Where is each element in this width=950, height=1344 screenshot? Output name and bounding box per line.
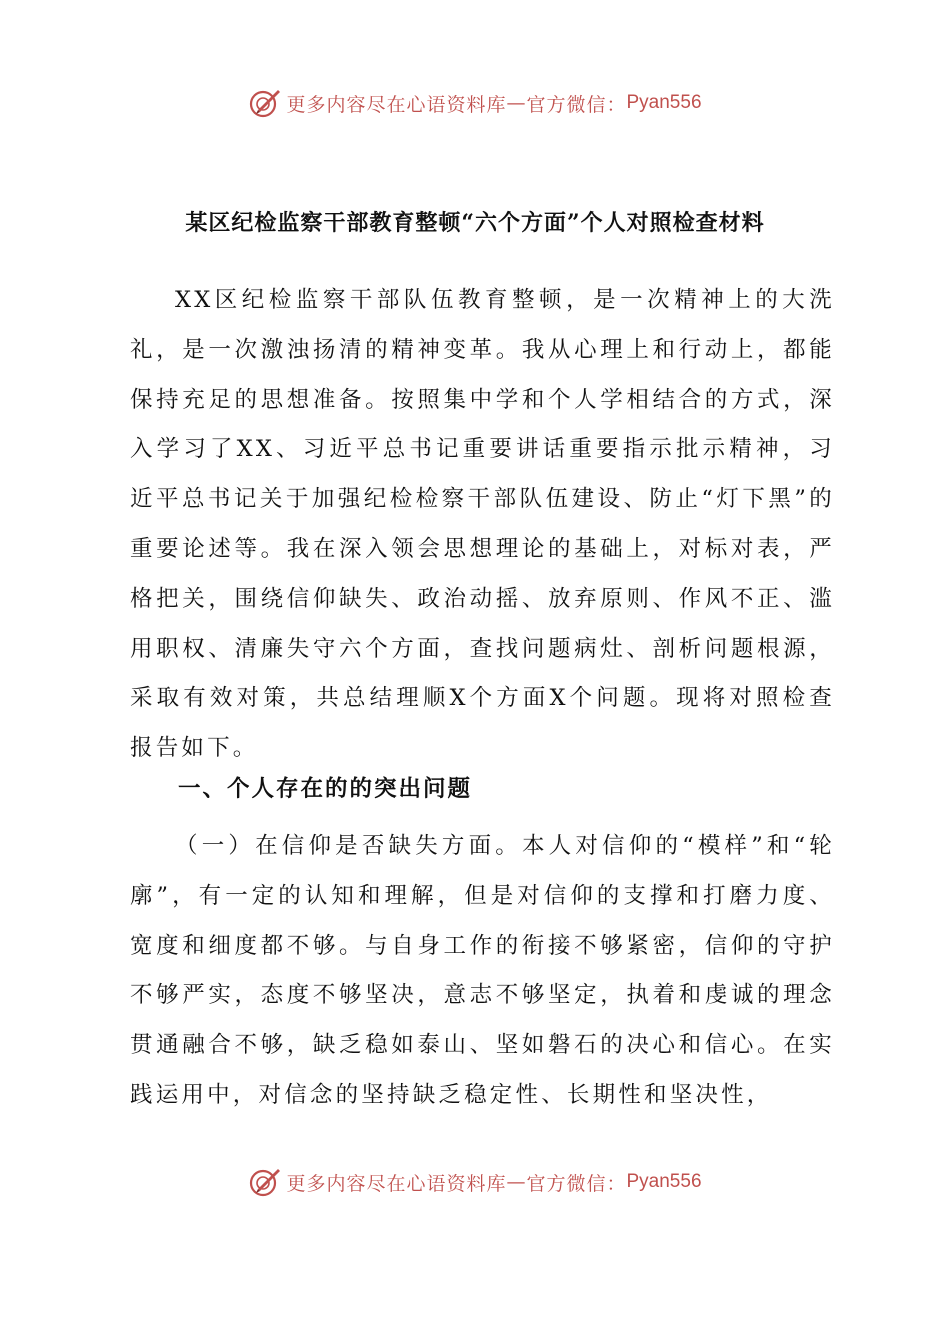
watermark-banner-bottom (0, 1165, 950, 1199)
watermark-wechat-id: Pyan556 (626, 92, 702, 113)
watermark-dash: — (506, 92, 527, 114)
watermark-text: 更多内容尽在心语资料库 (286, 93, 507, 116)
watermark-wechat-label: 官方微信： (526, 1172, 627, 1195)
intro-paragraph: XX区纪检监察干部队伍教育整顿，是一次精神上的大洗礼，是一次激浊扬清的精神变革。我从心理上和行动上，都能保持充足的思想准备。按照集中学和个人学相结合的方式，深入学习了XX、习近平总书记重要讲话重要指示批示精神，习近平总书记关于加强纪检检察干部队伍建设、防止“灯下黑”的重要论述等。我在深入领会思想理论的基础上，对标对表，严格把关，围绕信仰缺失、政治动摇、放弃原则、作风不正、滥用职权、清廉失守六个方面，查找问题病灶、剖析问题根源，采取有效对策，共总结理顺X个方面X个问题。现将对照检查报告如下。 (130, 287, 835, 762)
intro-paragraph-block (130, 276, 835, 774)
watermark-banner-top (0, 86, 950, 120)
document-title: 某区纪检监察干部教育整顿“六个方面”个人对照检查材料 (185, 210, 765, 236)
watermark-text: 更多内容尽在心语资料库 (286, 1172, 507, 1195)
watermark-wechat-id: Pyan556 (626, 1171, 702, 1192)
watermark-dash: — (506, 1171, 527, 1193)
watermark-wechat-label: 官方微信： (526, 93, 627, 116)
pen-logo-icon (248, 1165, 282, 1199)
section-1-paragraph: （一）在信仰是否缺失方面。本人对信仰的“模样”和“轮廓”，有一定的认知和理解，但是对信仰的支撑和打磨力度、宽度和细度都不够。与自身工作的衔接不够紧密，信仰的守护不够严实，态度不够坚决，意志不够坚定，执着和虔诚的理念贯通融合不够，缺乏稳如泰山、坚如磐石的决心和信心。在实践运用中，对信念的坚持缺乏稳定性、长期性和坚决性， (130, 833, 835, 1108)
pen-logo-icon (248, 86, 282, 120)
section-heading-1: 一、个人存在的的突出问题 (178, 776, 473, 802)
section-1-block (130, 822, 835, 1121)
